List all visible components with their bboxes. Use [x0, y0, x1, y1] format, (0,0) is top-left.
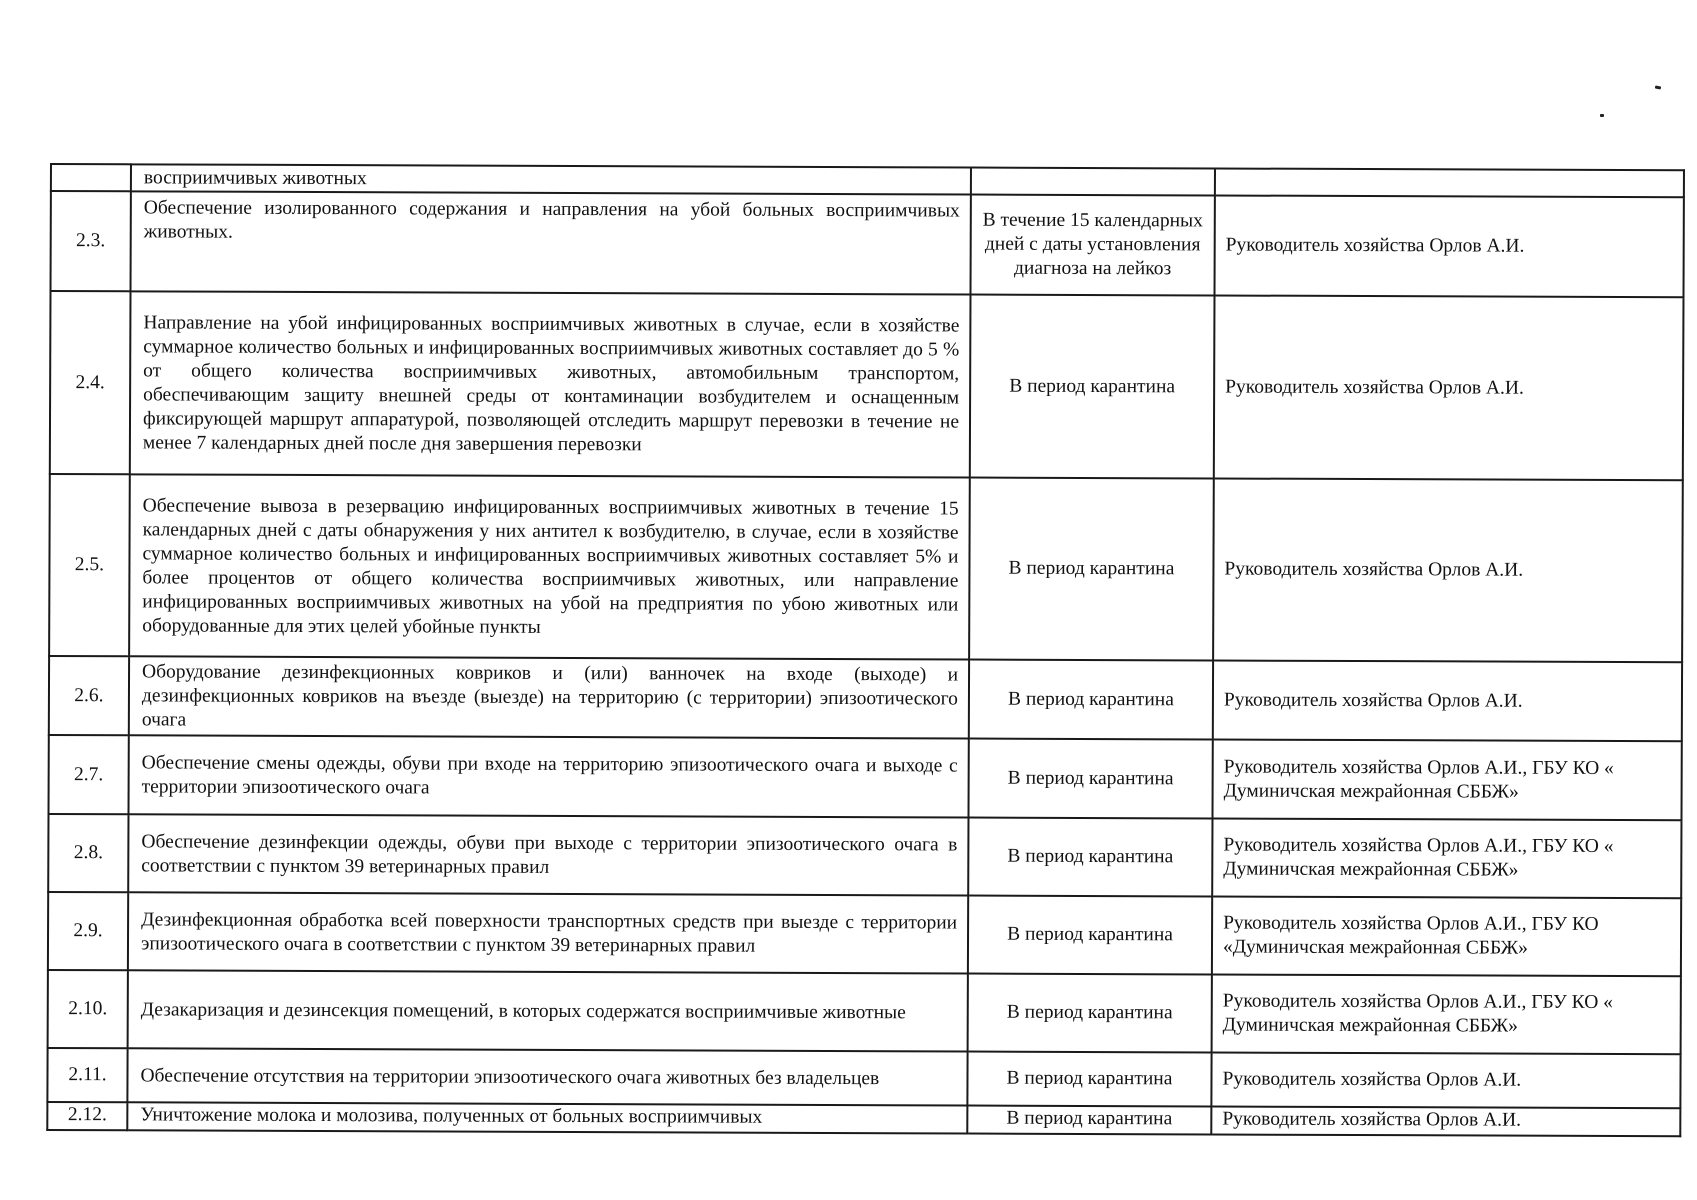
responsible-cell: Руководитель хозяйства Орлов А.И., ГБУ КО «Думиничская межрайонная СББЖ» — [1212, 896, 1681, 976]
term-cell: В период карантина — [967, 1106, 1211, 1135]
action-cell: Уничтожение молока и молозива, полученных от больных восприимчивых — [127, 1102, 967, 1133]
row-number-cell: 2.5. — [49, 474, 130, 656]
action-cell: Обеспечение вывоза в резервацию инфицированных восприимчивых животных в течение 15 календарных дней с даты обнаружения у них антител к возбудителю, в случае, если в хозяйстве суммарное количество больных и инфицированных восприимчивых животных составляет 5% и более процентов от общего количества восприимчивых животных, или направление инфицированных восприимчивых животных на убой на предприятия по убою животных или оборудованные для этих целей убойные пункты — [129, 474, 970, 659]
term-cell: В период карантина — [968, 739, 1212, 819]
action-cell: Дезинфекционная обработка всей поверхности транспортных средств при выезде с территории эпизоотического очага в соответствии с пунктом 39 ветеринарных правил — [128, 892, 968, 973]
row-number-cell: 2.7. — [49, 735, 129, 814]
responsible-cell: Руководитель хозяйства Орлов А.И., ГБУ КО « Думиничская межрайонная СББЖ» — [1212, 739, 1681, 820]
row-number-cell: 2.12. — [47, 1102, 127, 1130]
measures-table-wrapper — [46, 163, 1683, 1137]
action-cell: Обеспечение дезинфекции одежды, обуви при выходе с территории эпизоотического очага в соответствии с пунктом 39 ветеринарных правил — [128, 814, 968, 895]
table-row — [48, 970, 1681, 1054]
table-row — [49, 735, 1682, 820]
table-row — [51, 191, 1684, 297]
responsible-cell: Руководитель хозяйства Орлов А.И. — [1213, 478, 1683, 662]
responsible-cell: Руководитель хозяйства Орлов А.И. — [1211, 1052, 1680, 1108]
table-row — [47, 1102, 1680, 1136]
action-cell: Дезакаризация и дезинсекция помещений, в которых содержатся восприимчивые животные — [128, 970, 968, 1051]
action-cell: Обеспечение смены одежды, обуви при входе на территорию эпизоотического очага и выходе с территории эпизоотического очага — [128, 735, 968, 817]
responsible-cell: Руководитель хозяйства Орлов А.И. — [1214, 195, 1683, 297]
responsible-cell: Руководитель хозяйства Орлов А.И., ГБУ КО « Думиничская межрайонная СББЖ» — [1212, 974, 1681, 1054]
row-number-cell: 2.8. — [48, 814, 128, 892]
table-row — [48, 892, 1681, 976]
responsible-cell — [1215, 168, 1684, 197]
row-number-cell: 2.6. — [49, 656, 129, 735]
action-cell: Обеспечение изолированного содержания и направления на убой больных восприимчивых животных. — [131, 191, 971, 294]
row-number-cell: 2.11. — [47, 1048, 127, 1102]
measures-table — [46, 163, 1685, 1137]
responsible-cell: Руководитель хозяйства Орлов А.И., ГБУ КО « Думиничская межрайонная СББЖ» — [1212, 818, 1681, 898]
term-cell — [971, 168, 1215, 196]
term-cell: В период карантина — [967, 1052, 1211, 1107]
action-cell: Оборудование дезинфекционных ковриков и (или) ванночек на входе (выходе) и дезинфекционных ковриков на въезде (выезде) на территорию (с территории) эпизоотического очага — [129, 656, 969, 738]
action-cell: Обеспечение отсутствия на территории эпизоотического очага животных без владельцев — [127, 1048, 967, 1105]
term-cell: В период карантина — [970, 295, 1215, 479]
scan-artifact — [1655, 86, 1661, 90]
term-cell: В период карантина — [968, 818, 1212, 897]
scan-artifact — [1600, 114, 1604, 117]
action-cell: восприимчивых животных — [131, 164, 971, 194]
table-row — [49, 656, 1682, 741]
term-cell: В период карантина — [968, 974, 1212, 1053]
row-number-cell: 2.3. — [51, 191, 131, 291]
table-row — [50, 291, 1684, 480]
responsible-cell: Руководитель хозяйства Орлов А.И. — [1211, 1106, 1680, 1136]
term-cell: В период карантина — [968, 896, 1212, 975]
row-number-cell: 2.9. — [48, 892, 128, 970]
term-cell: В период карантина — [969, 660, 1213, 740]
term-cell: В период карантина — [969, 478, 1214, 661]
responsible-cell: Руководитель хозяйства Орлов А.И. — [1214, 295, 1684, 480]
table-row — [48, 814, 1681, 898]
term-cell: В течение 15 календарных дней с даты установления диагноза на лейкоз — [971, 195, 1215, 296]
row-number-cell — [51, 164, 131, 191]
responsible-cell: Руководитель хозяйства Орлов А.И. — [1213, 660, 1682, 741]
table-row — [47, 1048, 1680, 1108]
row-number-cell: 2.10. — [48, 970, 128, 1048]
row-number-cell: 2.4. — [50, 291, 131, 474]
action-cell: Направление на убой инфицированных восприимчивых животных в случае, если в хозяйстве суммарное количество больных и инфицированных восприимчивых животных составляет до 5 % от общего количества восприимчивых животных, автомобильным транспортом, обеспечивающим защиту внешней среды от контаминации возбудителем и оснащенным фиксирующей маршрут аппаратурой, позволяющей отследить маршрут перевозки в течение не менее 7 календарных дней после дня завершения перевозки — [130, 291, 971, 477]
table-row — [49, 474, 1683, 662]
